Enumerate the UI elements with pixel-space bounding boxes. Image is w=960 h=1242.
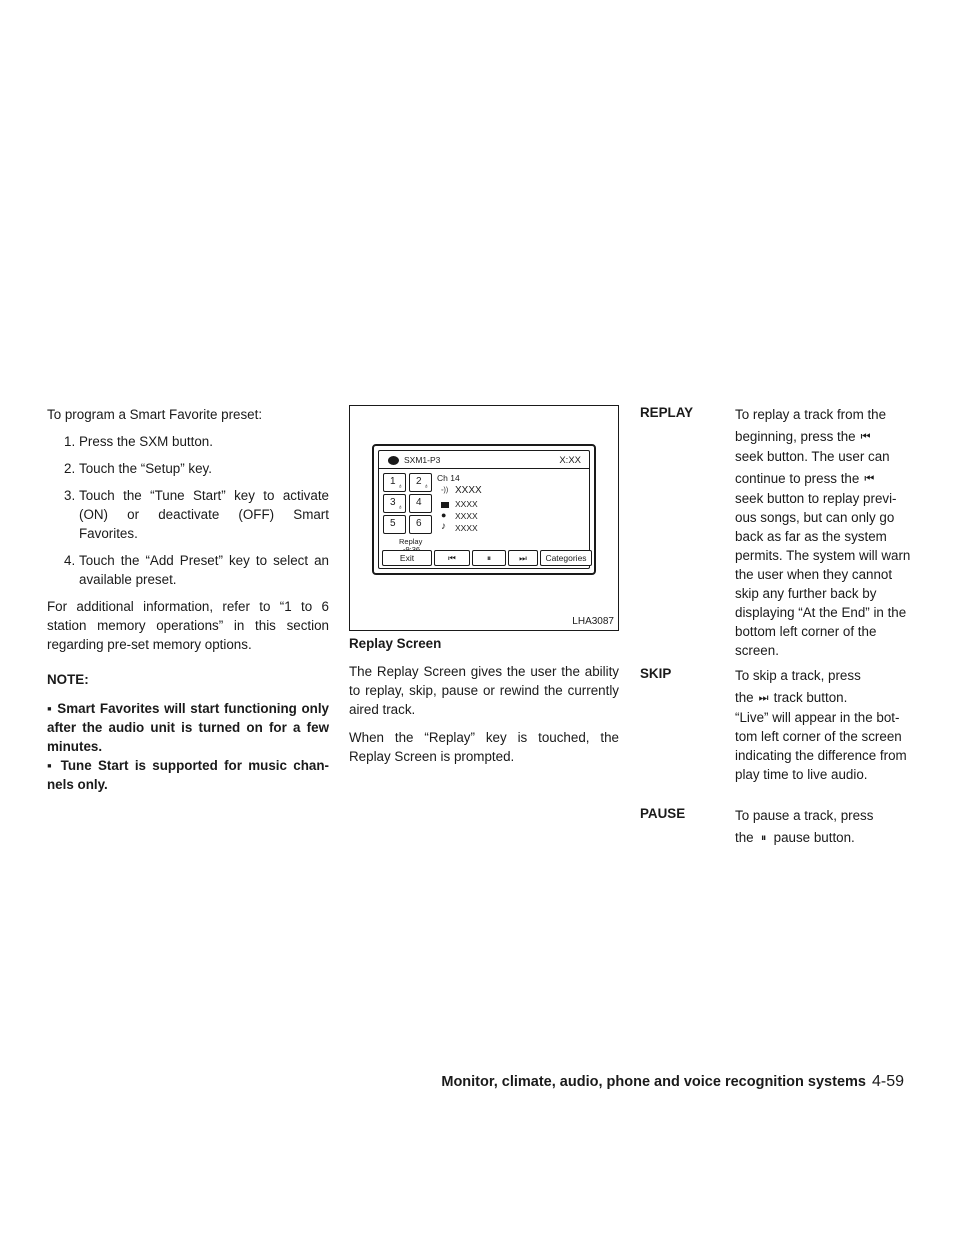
- section-heading: Replay Screen: [349, 636, 442, 651]
- steps-list: [47, 432, 329, 589]
- step-number: 3.: [64, 488, 76, 503]
- replay-label: Replay: [399, 537, 423, 546]
- favorite-icon: ♁: [423, 483, 429, 490]
- header-divider: [379, 468, 589, 469]
- categories-button[interactable]: Categories: [540, 550, 592, 566]
- paragraph: The Replay Screen gives the user the ability to replay, skip, pause or rewind the currently aired track.: [349, 664, 619, 717]
- preset-button-1[interactable]: 1 ♁: [383, 473, 406, 492]
- info-line: XXXX: [455, 485, 482, 496]
- page-footer: [441, 1073, 904, 1091]
- info-line: XXXX: [455, 499, 478, 509]
- figure-code: LHA3087: [572, 616, 614, 627]
- definition-line: To replay a track from the: [735, 407, 887, 422]
- term-skip: SKIP: [640, 666, 672, 681]
- definition-line: the ⏭ track button.: [735, 688, 915, 708]
- footer-section-title: Monitor, climate, audio, phone and voice recognition systems: [441, 1074, 866, 1090]
- list-item: [47, 459, 329, 478]
- definition-skip: [735, 666, 915, 784]
- page-number: 4-59: [871, 1073, 904, 1090]
- definition-line: beginning, press the ⏮: [735, 427, 915, 447]
- step-text: Touch the “Add Preset” key to select an available preset.: [79, 553, 329, 587]
- step-text: Touch the “Setup” key.: [79, 461, 212, 476]
- more-info-text: For additional information, refer to “1 to 6 station memory operations” in this section regarding pre-set memory options.: [47, 599, 329, 652]
- preset-button-2[interactable]: 2 ♁: [409, 473, 432, 492]
- list-item: [47, 551, 329, 589]
- list-item: [47, 486, 329, 543]
- definition-text: “Live” will appear in the bot-tom left corner of the screen indicating the difference from play time to live audio.: [735, 710, 907, 782]
- note-item: ▪ Smart Favorites will start functioning only after the audio unit is turned on for a few minutes.: [47, 701, 329, 754]
- middle-column: [349, 634, 619, 766]
- forward-button[interactable]: ⏭: [508, 550, 538, 566]
- note-item: ▪ Tune Start is supported for music chan-nels only.: [47, 758, 329, 792]
- definition-line: the ⏸ pause button.: [735, 828, 915, 848]
- seek-back-icon: ⏮: [864, 473, 875, 485]
- step-number: 1.: [64, 434, 76, 449]
- list-item: [47, 432, 329, 451]
- preset-button-5[interactable]: 5: [383, 515, 406, 534]
- station-label: SXM1-P3: [404, 455, 441, 465]
- info-line: XXXX: [455, 511, 478, 521]
- exit-button[interactable]: Exit: [382, 550, 432, 566]
- definition-text: seek button to replay previ-ous songs, but can only go back as far as the system permits. The system will warn the user when they cannot skip any further back by displaying “At the End” in the bottom left corner of the screen.: [735, 491, 911, 658]
- step-text: Press the SXM button.: [79, 434, 213, 449]
- definition-line: continue to press the ⏮: [735, 469, 915, 489]
- term-replay: REPLAY: [640, 405, 694, 420]
- seek-back-icon: ⏮: [860, 431, 871, 443]
- replay-screen-figure: [349, 405, 619, 631]
- definition-line: To skip a track, press: [735, 668, 861, 683]
- step-number: 4.: [64, 553, 76, 568]
- pause-icon: ⏸: [760, 832, 767, 844]
- step-text: Touch the “Tune Start” key to activate (ON) or deactivate (OFF) Smart Favorites.: [79, 488, 329, 541]
- definition-line: To pause a track, press: [735, 808, 874, 823]
- definition-pause: [735, 806, 915, 848]
- favorite-icon: ♁: [397, 504, 403, 511]
- sxm-logo-icon: [388, 456, 399, 465]
- pause-button[interactable]: ⏸: [472, 550, 506, 566]
- artist-icon: ●: [441, 510, 447, 520]
- music-note-icon: ♪: [441, 521, 446, 532]
- left-column: [47, 405, 329, 794]
- favorite-icon: ♁: [397, 483, 403, 490]
- rewind-button[interactable]: ⏮: [434, 550, 470, 566]
- preset-button-6[interactable]: 6: [409, 515, 432, 534]
- intro-text: To program a Smart Favorite preset:: [47, 407, 263, 422]
- info-line: XXXX: [455, 523, 478, 533]
- term-pause: PAUSE: [640, 806, 686, 821]
- definition-line: seek button. The user can: [735, 449, 890, 464]
- note-heading: NOTE:: [47, 672, 89, 687]
- skip-forward-icon: ⏭: [758, 692, 769, 704]
- step-number: 2.: [64, 461, 76, 476]
- channel-label: Ch 14: [437, 473, 460, 483]
- paragraph: When the “Replay” key is touched, the Replay Screen is prompted.: [349, 730, 619, 764]
- signal-icon: ◦)): [441, 487, 449, 494]
- preset-button-4[interactable]: 4: [409, 494, 432, 513]
- clock-time: X:XX: [559, 455, 581, 466]
- category-icon: [441, 502, 449, 508]
- definition-replay: [735, 405, 915, 660]
- preset-button-3[interactable]: 3 ♁: [383, 494, 406, 513]
